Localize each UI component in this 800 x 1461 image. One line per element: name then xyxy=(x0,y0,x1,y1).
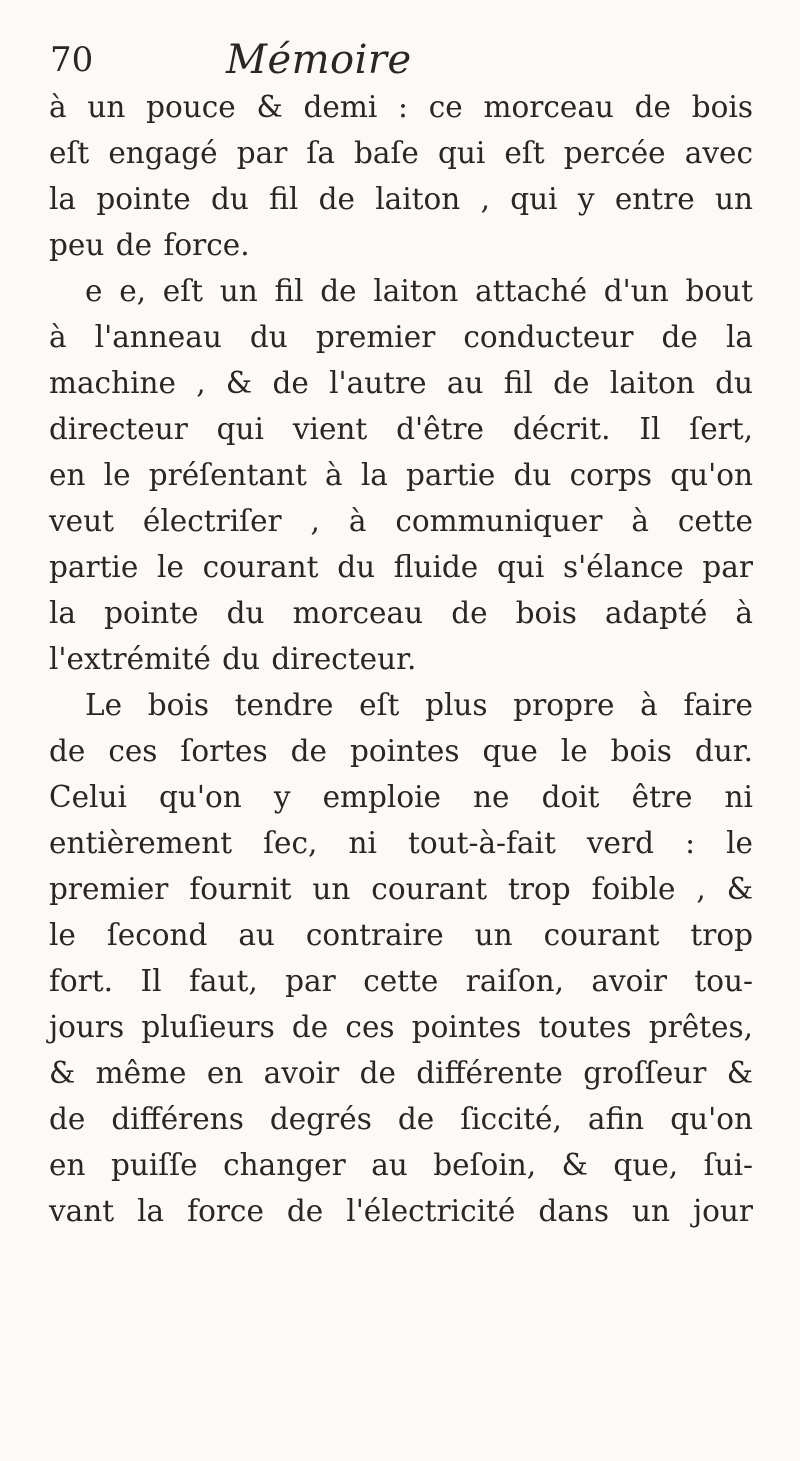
text-line: de ces ſortes de pointes que le bois dur. xyxy=(49,734,753,768)
text-line: & même en avoir de différente groſſeur & xyxy=(49,1056,753,1090)
text-line: vant la force de l'électricité dans un jour xyxy=(49,1194,753,1228)
text-line: machine , & de l'autre au fil de laiton du xyxy=(49,366,753,400)
text-line: premier fournit un courant trop foible , & xyxy=(49,872,753,906)
text-line: veut électriſer , à communiquer à cette xyxy=(49,504,753,538)
text-line: fort. Il faut, par cette raiſon, avoir tou- xyxy=(49,964,753,998)
text-line: en puiſſe changer au beſoin, & que, ſui- xyxy=(49,1148,753,1182)
text-line: la pointe du fil de laiton , qui y entre un xyxy=(49,182,753,216)
text-line: en le préſentant à la partie du corps qu'on xyxy=(49,458,753,492)
text-line: directeur qui vient d'être décrit. Il ſert, xyxy=(49,412,753,446)
text-line: Celui qu'on y emploie ne doit être ni xyxy=(49,780,753,814)
text-line: à un pouce & demi : ce morceau de bois xyxy=(49,90,753,124)
text-line: partie le courant du fluide qui s'élance par xyxy=(49,550,753,584)
text-line: e e, eſt un fil de laiton attaché d'un bout xyxy=(85,274,753,308)
text-line: à l'anneau du premier conducteur de la xyxy=(49,320,753,354)
text-line: le ſecond au contraire un courant trop xyxy=(49,918,753,952)
running-title: Mémoire xyxy=(226,37,412,83)
text-line: l'extrémité du directeur. xyxy=(49,642,417,676)
text-line: la pointe du morceau de bois adapté à xyxy=(49,596,753,630)
text-line: de différens degrés de ſiccité, afin qu'on xyxy=(49,1102,753,1136)
page-number: 70 xyxy=(50,40,94,80)
text-line: jours pluſieurs de ces pointes toutes prêtes, xyxy=(49,1010,753,1044)
text-line: entièrement ſec, ni tout-à-fait verd : le xyxy=(49,826,753,860)
text-line: eſt engagé par ſa baſe qui eſt percée avec xyxy=(49,136,753,170)
text-line: Le bois tendre eſt plus propre à faire xyxy=(85,688,753,722)
text-line: peu de force. xyxy=(49,228,250,262)
